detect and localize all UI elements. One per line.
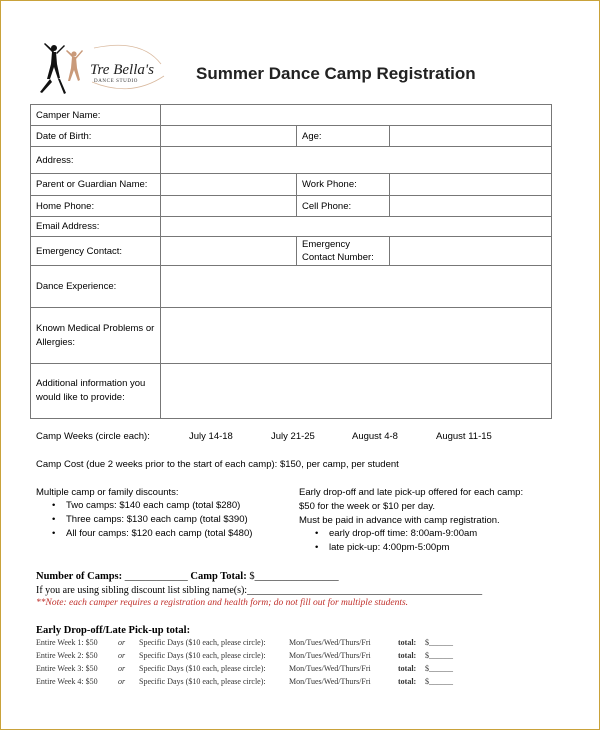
weekday-options[interactable]: Mon/Tues/Wed/Thurs/Fri <box>289 677 371 686</box>
or-label: or <box>118 638 126 647</box>
guardian-field[interactable] <box>161 174 297 196</box>
row-total-label: total: <box>398 638 417 647</box>
num-camps-blank[interactable]: ____________ <box>124 571 188 582</box>
dropoff-time-item: • early drop-off time: 8:00am-9:00am <box>313 527 477 541</box>
discount-item: • Three camps: $130 each camp (total $390) <box>50 513 252 527</box>
discount-item: • All four camps: $120 each camp (total $480) <box>50 527 252 541</box>
guardian-label: Parent or Guardian Name: <box>31 174 161 196</box>
email-row <box>31 217 552 237</box>
additional-info-label: Additional information you would like to provide: <box>31 364 161 419</box>
row-total-label: total: <box>398 677 417 686</box>
row-total-label: total: <box>398 651 417 660</box>
age-field[interactable] <box>390 126 552 147</box>
or-label: or <box>118 664 126 673</box>
page-title: Summer Dance Camp Registration <box>196 64 476 83</box>
specific-days-label: Specific Days ($10 each, please circle): <box>139 651 266 660</box>
emergency-row <box>31 237 552 266</box>
camp-week-3[interactable]: August 4-8 <box>352 431 398 442</box>
email-label: Email Address: <box>31 217 161 237</box>
work-phone-field[interactable] <box>390 174 552 196</box>
work-phone-label: Work Phone: <box>297 174 390 196</box>
dropoff-line-3: Must be paid in advance with camp registration. <box>299 515 500 526</box>
row-total-blank[interactable]: $______ <box>425 638 453 647</box>
experience-row <box>31 266 552 308</box>
camp-cost-value: $150, per camp, per student <box>279 459 399 470</box>
dob-field[interactable] <box>161 126 297 147</box>
cell-phone-label: Cell Phone: <box>297 196 390 217</box>
row-total-blank[interactable]: $______ <box>425 677 453 686</box>
camp-cost-label: Camp Cost (due 2 weeks prior to the start of each camp): <box>36 459 278 470</box>
camper-name-row <box>31 105 552 126</box>
camp-totals-line <box>36 571 339 582</box>
emergency-number-field[interactable] <box>390 237 552 266</box>
logo-name: Tre Bella's <box>90 62 154 78</box>
weekday-options[interactable]: Mon/Tues/Wed/Thurs/Fri <box>289 638 371 647</box>
phone-row <box>31 196 552 217</box>
dance-experience-label: Dance Experience: <box>31 266 161 308</box>
camp-week-4[interactable]: August 11-15 <box>436 431 492 442</box>
medical-field[interactable] <box>161 308 552 364</box>
specific-days-label: Specific Days ($10 each, please circle): <box>139 664 266 673</box>
discount-item: • Two camps: $140 each camp (total $280) <box>50 499 252 513</box>
emergency-number-label: Emergency Contact Number: <box>297 237 390 266</box>
guardian-row <box>31 174 552 196</box>
dob-label: Date of Birth: <box>31 126 161 147</box>
early-week-label: Entire Week 4: $50 <box>36 677 98 686</box>
dropoff-line-1: Early drop-off and late pick-up offered for each camp: <box>299 487 524 498</box>
early-week-label: Entire Week 3: $50 <box>36 664 98 673</box>
discounts-list <box>50 499 252 541</box>
pickup-time-item: • late pick-up: 4:00pm-5:00pm <box>313 541 477 555</box>
dance-experience-field[interactable] <box>161 266 552 308</box>
home-phone-label: Home Phone: <box>31 196 161 217</box>
dropoff-line-2: $50 for the week or $10 per day. <box>299 501 436 512</box>
dob-row <box>31 126 552 147</box>
discounts-heading: Multiple camp or family discounts: <box>36 487 179 498</box>
num-camps-label: Number of Camps: <box>36 571 123 582</box>
additional-info-field[interactable] <box>161 364 552 419</box>
emergency-contact-field[interactable] <box>161 237 297 266</box>
camper-name-field[interactable] <box>161 105 552 126</box>
additional-row <box>31 364 552 419</box>
specific-days-label: Specific Days ($10 each, please circle): <box>139 638 266 647</box>
camp-week-2[interactable]: July 21-25 <box>271 431 315 442</box>
camp-total-blank[interactable]: $________________ <box>249 571 339 582</box>
row-total-label: total: <box>398 664 417 673</box>
camp-total-label: Camp Total: <box>190 571 247 582</box>
address-label: Address: <box>31 147 161 174</box>
age-label: Age: <box>297 126 390 147</box>
early-week-label: Entire Week 1: $50 <box>36 638 98 647</box>
or-label: or <box>118 677 126 686</box>
dropoff-times-list <box>313 527 477 555</box>
camp-cost <box>36 459 399 470</box>
email-field[interactable] <box>161 217 552 237</box>
registration-form-table <box>30 104 552 419</box>
camp-weeks-label: Camp Weeks (circle each): <box>36 431 150 442</box>
weekday-options[interactable]: Mon/Tues/Wed/Thurs/Fri <box>289 664 371 673</box>
sibling-line[interactable]: If you are using sibling discount list sibling name(s):_______________________________________________ <box>36 585 483 596</box>
row-total-blank[interactable]: $______ <box>425 651 453 660</box>
or-label: or <box>118 651 126 660</box>
address-row <box>31 147 552 174</box>
camper-name-label: Camper Name: <box>31 105 161 126</box>
logo-tagline: DANCE STUDIO <box>94 79 139 84</box>
early-week-label: Entire Week 2: $50 <box>36 651 98 660</box>
row-total-blank[interactable]: $______ <box>425 664 453 673</box>
camp-week-1[interactable]: July 14-18 <box>189 431 233 442</box>
medical-label: Known Medical Problems or Allergies: <box>31 308 161 364</box>
specific-days-label: Specific Days ($10 each, please circle): <box>139 677 266 686</box>
emergency-contact-label: Emergency Contact: <box>31 237 161 266</box>
cell-phone-field[interactable] <box>390 196 552 217</box>
home-phone-field[interactable] <box>161 196 297 217</box>
early-total-heading: Early Drop-off/Late Pick-up total: <box>36 625 191 636</box>
weekday-options[interactable]: Mon/Tues/Wed/Thurs/Fri <box>289 651 371 660</box>
medical-row <box>31 308 552 364</box>
registration-note: **Note: each camper requires a registration and health form; do not fill out for multiple students. <box>36 598 409 608</box>
address-field[interactable] <box>161 147 552 174</box>
